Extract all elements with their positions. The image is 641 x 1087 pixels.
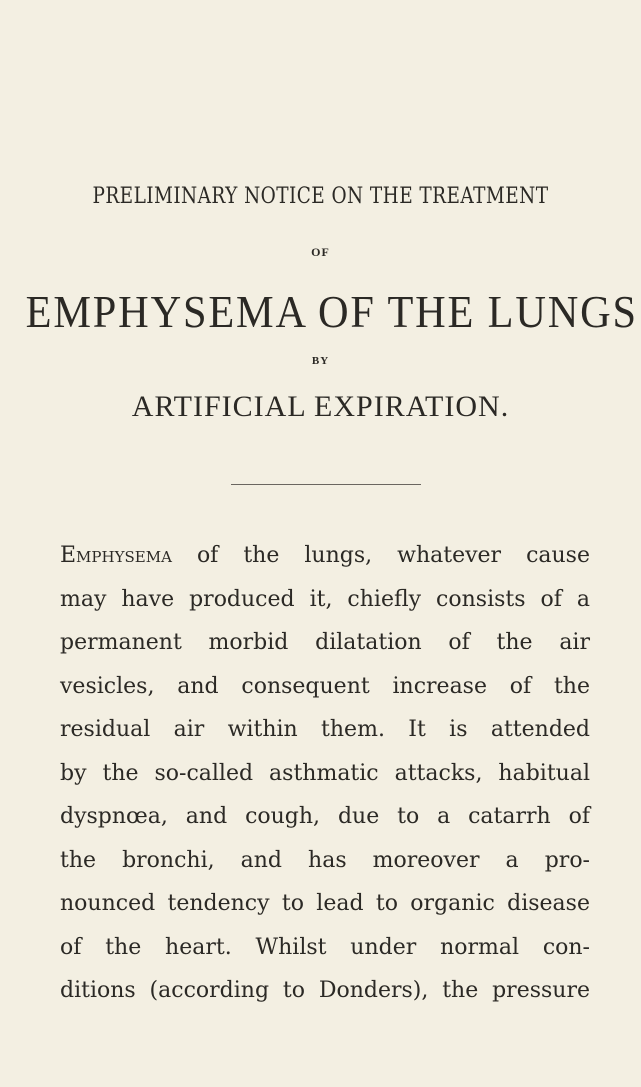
body-line [60,534,590,578]
subtitle: ARTIFICIAL EXPIRATION. [131,390,510,423]
lead-word: Emphysema [60,543,172,568]
body-line: permanent morbid dilatation of the air [60,630,590,655]
body-line-text: of the lungs, whatever cause [196,543,590,568]
body-line: by the so-called asthmatic attacks, habitual [60,760,590,786]
main-title: EMPHYSEMA OF THE LUNGS [25,286,638,337]
body-line: the bronchi, and has moreover a pro- [60,847,590,873]
title-by: BY [311,355,330,367]
title-of: OF [311,245,330,259]
body-line: ditions (according to Donders), the pressure [60,978,590,1003]
body-line: nounced tendency to lead to organic disease [60,891,590,916]
body-line: vesicles, and consequent increase of the [60,673,590,699]
body-line: residual air within them. It is attended [60,717,590,742]
body-line: may have produced it, chiefly consists of a [60,586,590,612]
section-divider [231,484,421,485]
title-line-1: PRELIMINARY NOTICE ON THE TREATMENT [92,184,549,209]
body-line: dyspnœa, and cough, due to a catarrh of [60,804,590,829]
body-paragraph [60,534,590,1013]
body-line: of the heart. Whilst under normal con- [60,934,590,960]
